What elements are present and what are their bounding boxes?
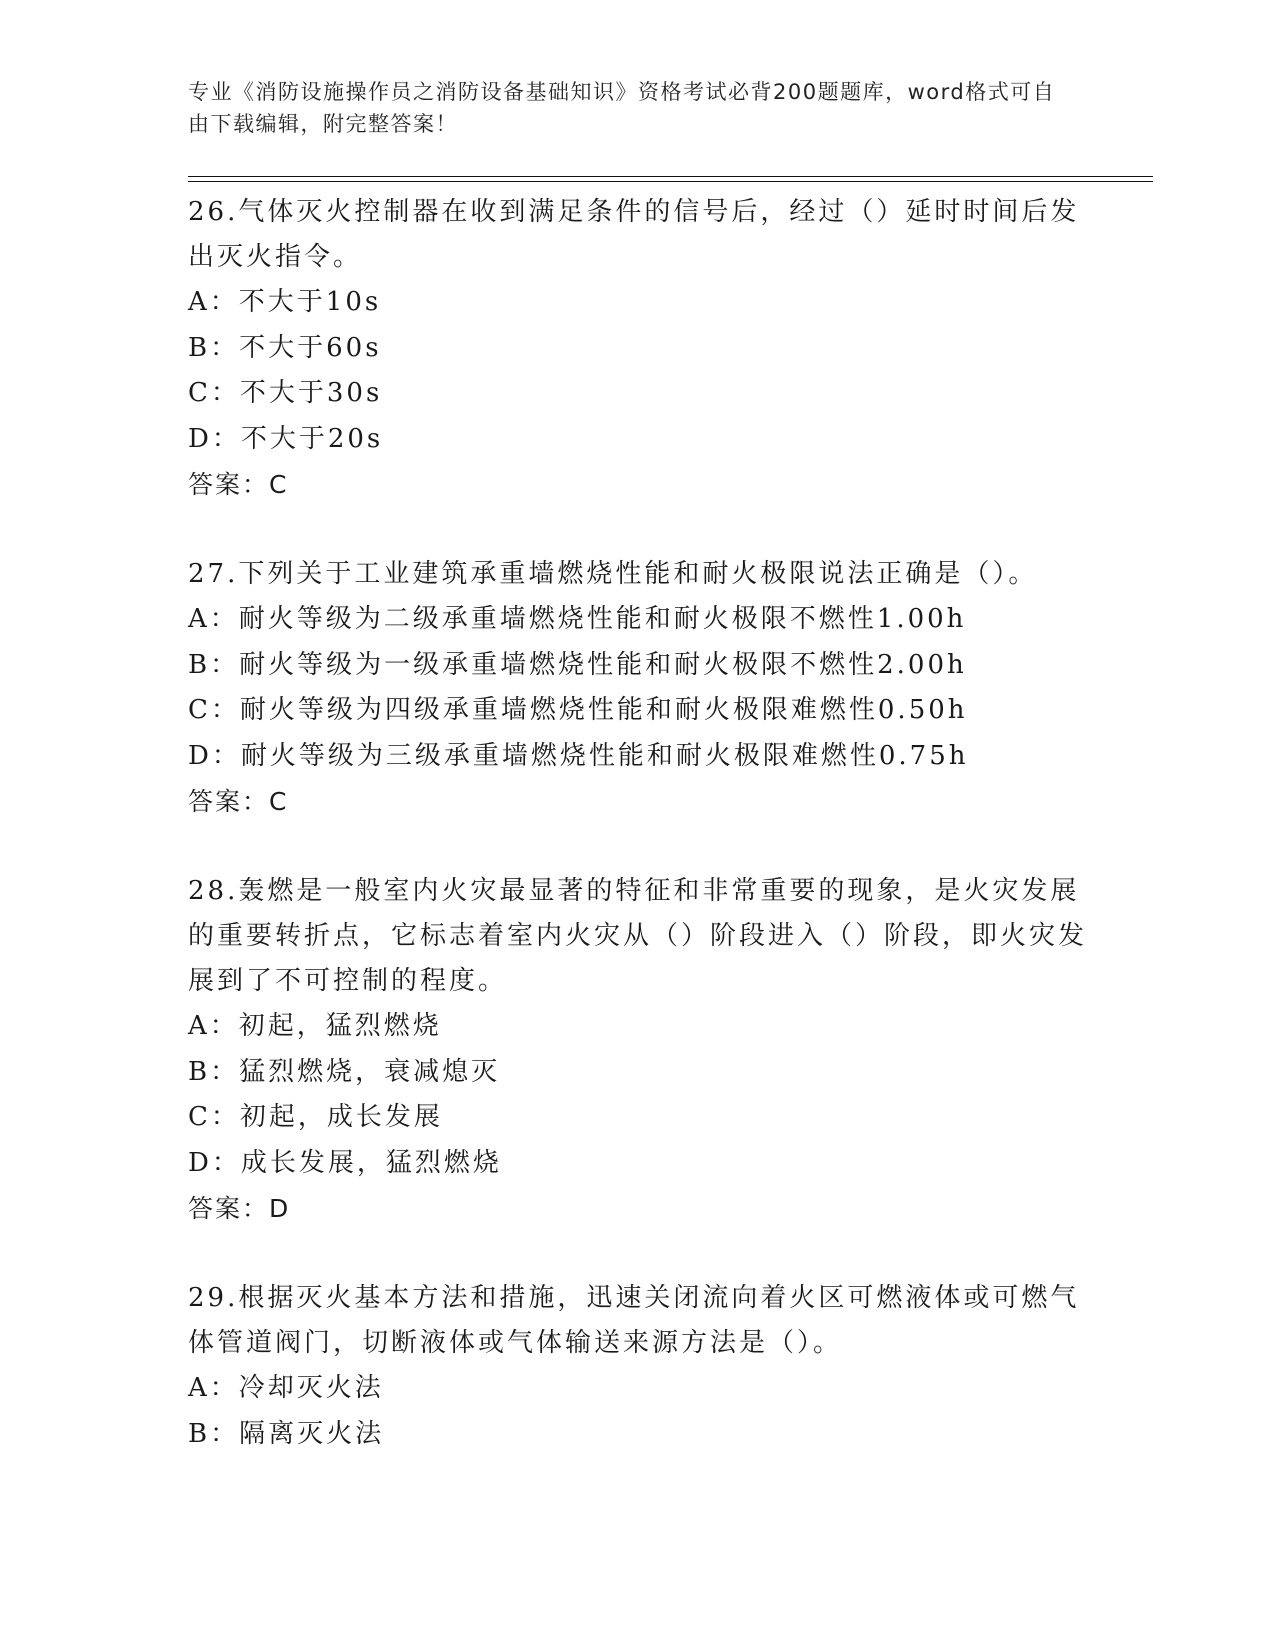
option-b: B：隔离灭火法 <box>188 1418 385 1449</box>
question-stem: 29.根据灭火基本方法和措施，迅速关闭流向着火区可燃液体或可燃气体管道阀门，切断液体或气体输送来源方法是（）。 <box>188 1283 1080 1358</box>
option-b: B：不大于60s <box>188 332 382 363</box>
option-a: A：初起，猛烈燃烧 <box>188 1011 442 1041</box>
answer-line: 答案：C <box>188 787 289 816</box>
option-a: A：耐火等级为二级承重墙燃烧性能和耐火极限不燃性1.00h <box>188 604 967 634</box>
question-spacer <box>188 507 1088 552</box>
answer-line: 答案：C <box>188 470 289 499</box>
option-a: A：不大于10s <box>188 287 382 317</box>
option-d: D：不大于20s <box>188 423 384 454</box>
option-c: C：初起，成长发展 <box>188 1102 443 1132</box>
option-a: A：冷却灭火法 <box>188 1373 384 1403</box>
question-27 <box>188 552 1088 824</box>
option-d: D：耐火等级为三级承重墙燃烧性能和耐火极限难燃性0.75h <box>188 740 969 771</box>
option-d: D：成长发展，猛烈燃烧 <box>188 1147 502 1178</box>
document-header: 专业《消防设施操作员之消防设备基础知识》资格考试必背200题题库，word格式可自由下载编辑，附完整答案！ <box>188 80 1056 136</box>
answer-line: 答案：D <box>188 1194 291 1223</box>
question-list <box>188 190 1088 1457</box>
question-28 <box>188 869 1088 1231</box>
question-spacer <box>188 824 1088 869</box>
question-stem: 28.轰燃是一般室内火灾最显著的特征和非常重要的现象，是火灾发展的重要转折点，它标志着室内火灾从（）阶段进入（）阶段，即火灾发展到了不可控制的程度。 <box>188 876 1088 996</box>
question-stem: 27.下列关于工业建筑承重墙燃烧性能和耐火极限说法正确是（）。 <box>188 559 1038 589</box>
header-divider-top <box>188 176 1153 177</box>
question-stem: 26.气体灭火控制器在收到满足条件的信号后，经过（）延时时间后发出灭火指令。 <box>188 197 1080 272</box>
option-c: C：不大于30s <box>188 378 383 408</box>
option-b: B：耐火等级为一级承重墙燃烧性能和耐火极限不燃性2.00h <box>188 649 967 680</box>
question-spacer <box>188 1231 1088 1276</box>
option-b: B：猛烈燃烧，衰减熄灭 <box>188 1056 501 1087</box>
option-c: C：耐火等级为四级承重墙燃烧性能和耐火极限难燃性0.50h <box>188 695 968 725</box>
question-26 <box>188 190 1088 507</box>
header-divider-bottom <box>188 181 1153 182</box>
question-29 <box>188 1276 1088 1457</box>
